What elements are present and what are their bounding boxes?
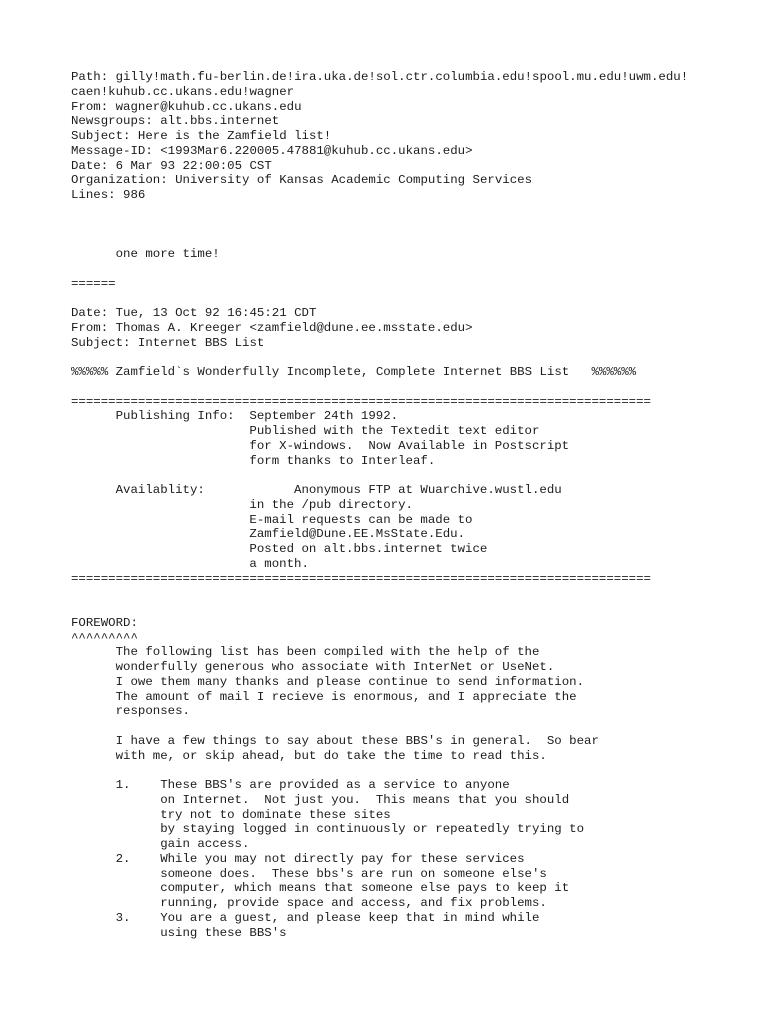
availability-label: Availablity: bbox=[115, 483, 205, 497]
list-item-text: These BBS's are provided as a service to anyone bbox=[160, 778, 510, 792]
availability-line: in the /pub directory. bbox=[249, 497, 413, 512]
header-date: Date: 6 Mar 93 22:00:05 CST bbox=[71, 158, 272, 173]
usenet-post bbox=[71, 70, 751, 940]
list-item-number: 3. bbox=[115, 910, 131, 925]
foreword-list bbox=[71, 778, 751, 940]
list-item-text: running, provide space and access, and fix problems. bbox=[160, 896, 547, 910]
foreword-paragraph-line: with me, or skip ahead, but do take the time to read this. bbox=[115, 748, 547, 763]
foreword-paragraph-line: wonderfully generous who associate with InterNet or UseNet. bbox=[115, 660, 555, 674]
list-item bbox=[71, 778, 751, 852]
list-item-text: by staying logged in continuously or repeatedly trying to bbox=[160, 822, 585, 837]
availability-line: E-mail requests can be made to bbox=[249, 512, 473, 527]
list-title: %%%%% Zamfield`s Wonderfully Incomplete, Complete Internet BBS List %%%%%% bbox=[71, 365, 637, 379]
publishing-info-line: for X-windows. Now Available in Postscript bbox=[249, 438, 570, 453]
list-item-number: 1. bbox=[115, 778, 131, 792]
message-header bbox=[71, 70, 751, 203]
header-path-line-2: caen!kuhub.cc.ukans.edu!wagner bbox=[71, 84, 295, 99]
publishing-info-line: Published with the Textedit text editor bbox=[249, 424, 540, 438]
list-item-text: gain access. bbox=[160, 837, 250, 851]
list-item-number: 2. bbox=[115, 851, 131, 866]
header-lines: Lines: 986 bbox=[71, 188, 146, 202]
list-item-first-line bbox=[71, 852, 751, 867]
list-item-text: computer, which means that someone else pays to keep it bbox=[160, 881, 570, 896]
publishing-info-line: form thanks to Interleaf. bbox=[249, 453, 436, 468]
list-item-first-line bbox=[71, 778, 751, 793]
foreword-paragraph-line: I owe them many thanks and please continue to send information. bbox=[115, 674, 585, 689]
foreword-paragraph-line: The amount of mail I recieve is enormous, and I appreciate the bbox=[115, 689, 577, 704]
list-item bbox=[71, 852, 751, 911]
info-box bbox=[71, 395, 751, 587]
availability-line: Anonymous FTP at Wuarchive.wustl.edu bbox=[249, 483, 562, 497]
list-item-text: someone does. These bbs's are run on someone else's bbox=[160, 866, 547, 881]
info-box-top-rule: ============================================================================== bbox=[71, 394, 651, 409]
forwarded-date: Date: Tue, 13 Oct 92 16:45:21 CDT bbox=[71, 306, 317, 320]
availability-line: Zamfield@Dune.EE.MsState.Edu. bbox=[249, 527, 466, 542]
intro-separator: ====== bbox=[71, 276, 116, 291]
list-item-text: While you may not directly pay for these services bbox=[160, 851, 525, 866]
publishing-info-label: Publishing Info: bbox=[115, 409, 235, 424]
forwarded-header bbox=[71, 306, 751, 350]
list-item-text: using these BBS's bbox=[160, 925, 287, 940]
foreword-section bbox=[71, 616, 751, 941]
list-item-text: on Internet. Not just you. This means that you should bbox=[160, 792, 570, 807]
list-item-first-line bbox=[71, 911, 751, 926]
header-from: From: wagner@kuhub.cc.ukans.edu bbox=[71, 99, 302, 114]
publishing-info-row bbox=[71, 409, 751, 424]
list-item-text: try not to dominate these sites bbox=[160, 807, 391, 822]
list-item-text: You are a guest, and please keep that in mind while bbox=[160, 910, 540, 925]
availability-row bbox=[71, 483, 751, 498]
availability-line: a month. bbox=[249, 556, 309, 571]
list-item bbox=[71, 911, 751, 941]
info-box-bottom-rule: ============================================================================== bbox=[71, 571, 651, 586]
intro-one-more-time: one more time! bbox=[115, 247, 220, 261]
forwarded-subject: Subject: Internet BBS List bbox=[71, 335, 265, 350]
header-newsgroups: Newsgroups: alt.bbs.internet bbox=[71, 114, 280, 129]
header-organization: Organization: University of Kansas Academic Computing Services bbox=[71, 173, 533, 188]
availability-line: Posted on alt.bbs.internet twice bbox=[249, 542, 488, 556]
header-message-id: Message-ID: <1993Mar6.220005.47881@kuhub.cc.ukans.edu> bbox=[71, 143, 473, 158]
publishing-info-line: September 24th 1992. bbox=[249, 409, 399, 424]
header-subject: Subject: Here is the Zamfield list! bbox=[71, 129, 332, 143]
foreword-heading: FOREWORD: bbox=[71, 615, 138, 630]
foreword-paragraph-line: responses. bbox=[115, 704, 190, 719]
header-path-line-1: Path: gilly!math.fu-berlin.de!ira.uka.de!sol.ctr.columbia.edu!spool.mu.edu!uwm.edu! bbox=[71, 70, 689, 84]
forwarded-from: From: Thomas A. Kreeger <zamfield@dune.ee.msstate.edu> bbox=[71, 320, 473, 335]
foreword-underline: ^^^^^^^^^ bbox=[71, 630, 138, 645]
foreword-paragraph-line: I have a few things to say about these BBS's in general. So bear bbox=[115, 733, 599, 748]
foreword-paragraph-line: The following list has been compiled with the help of the bbox=[115, 645, 540, 660]
